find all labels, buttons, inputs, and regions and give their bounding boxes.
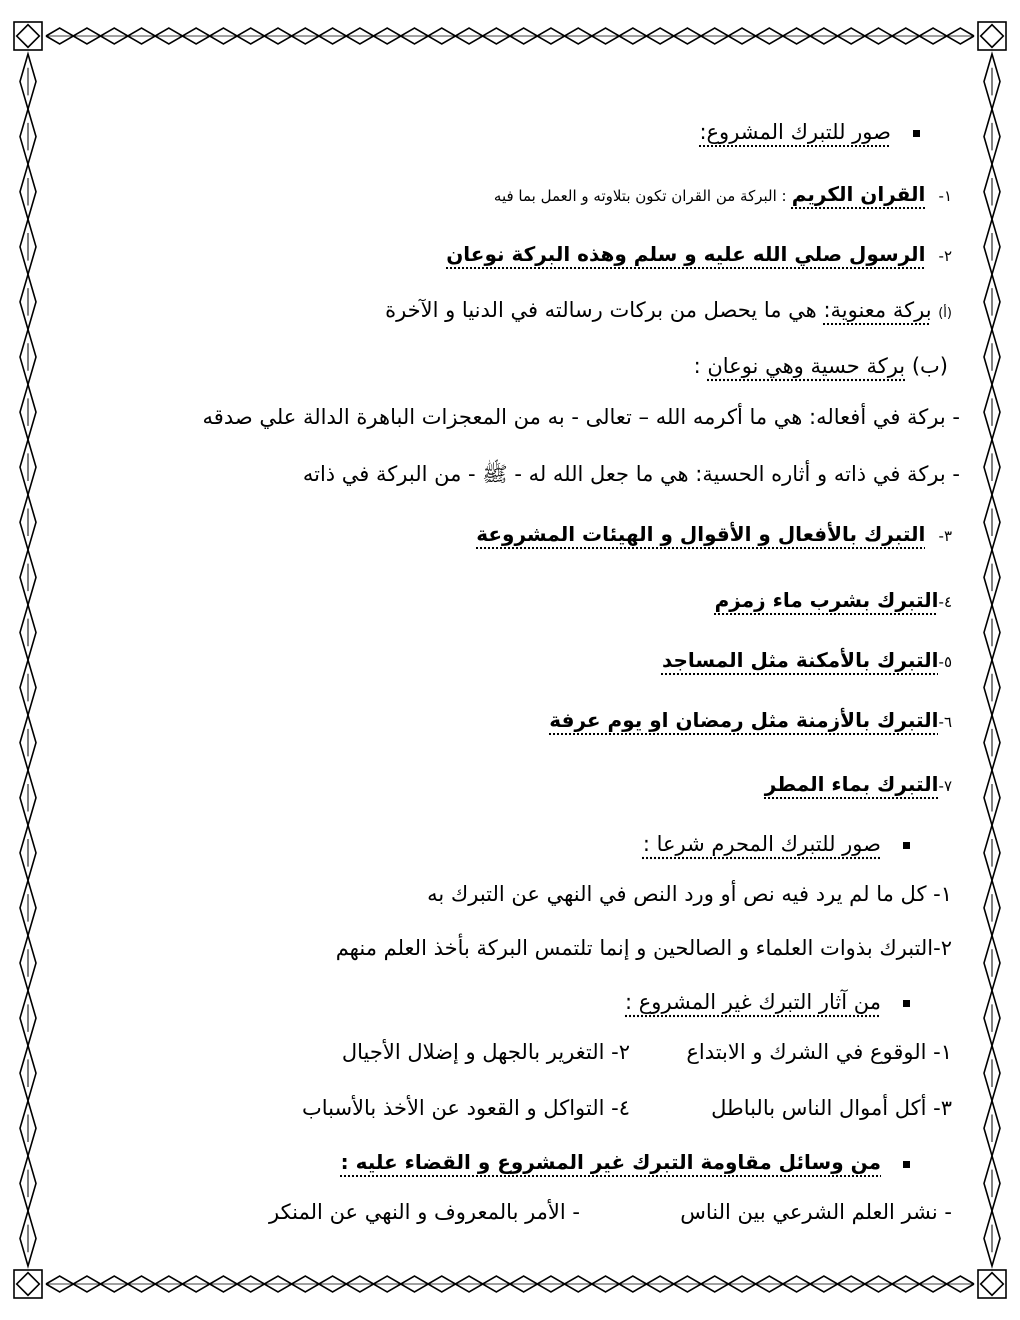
item-prophet: ٢- الرسول صلي الله عليه و سلم وهذه البركة نوعان [446, 242, 952, 266]
effects-row-1: ١- الوقوع في الشرك و الابتداع ٢- التغرير بالجهل و إضلال الأجيال [341, 1040, 952, 1064]
item-quran: ١- القران الكريم : البركة من القران تكون بتلاوته و العمل بما فيه [493, 182, 952, 206]
item-moral-blessing: (أ) بركة معنوية: هي ما يحصل من بركات رسالته في الدنيا و الآخرة [385, 298, 952, 322]
heading-effects: من آثار التبرك غير المشروع : [90, 990, 910, 1015]
document-body [90, 0, 960, 1320]
item-no-text: ١- كل ما لم يرد فيه نص أو ورد النص في النهي عن التبرك به [427, 882, 952, 906]
item-quran-title: القران الكريم [791, 182, 926, 206]
heading-forbidden-forms: صور للتبرك المحرم شرعا : [90, 832, 910, 857]
item-zamzam: ٤-التبرك بشرب ماء زمزم [714, 588, 952, 612]
item-quran-text: : البركة من القران تكون بتلاوته و العمل بما فيه [493, 187, 787, 205]
heading-lawful-forms: صور للتبرك المشروع: [90, 120, 920, 145]
item-places: ٥-التبرك بالأمكنة مثل المساجد [661, 648, 952, 672]
item-physical-blessing: (ب) بركة حسية وهي نوعان : [693, 354, 948, 378]
heading-resistance: من وسائل مقاومة التبرك غير المشروع و القضاء عليه : [90, 1150, 910, 1174]
resistance-row: - نشر العلم الشرعي بين الناس - الأمر بالمعروف و النهي عن المنكر [269, 1200, 952, 1224]
square-bullet-icon [913, 130, 920, 137]
square-bullet-icon [903, 1161, 910, 1168]
item-deeds-sayings: ٣- التبرك بالأفعال و الأقوال و الهيئات المشروعة [476, 522, 952, 546]
square-bullet-icon [903, 842, 910, 849]
item-blessing-deeds: - بركة في أفعاله: هي ما أكرمه الله – تعالى - به من المعجزات الباهرة الدالة علي صدقه [202, 405, 960, 429]
item-scholars: ٢-التبرك بذوات العلماء و الصالحين و إنما تلتمس البركة بأخذ العلم منهم [335, 936, 952, 960]
square-bullet-icon [903, 1000, 910, 1007]
effects-row-2: ٣- أكل أموال الناس بالباطل ٤- التواكل و القعود عن الأخذ بالأسباب [301, 1096, 952, 1120]
item-rain: ٧-التبرك بماء المطر [764, 772, 952, 796]
item-times: ٦-التبرك بالأزمنة مثل رمضان او يوم عرفة [549, 708, 952, 732]
item-blessing-self: - بركة في ذاته و أثاره الحسية: هي ما جعل الله له - ﷺ - من البركة في ذاته [302, 462, 960, 486]
